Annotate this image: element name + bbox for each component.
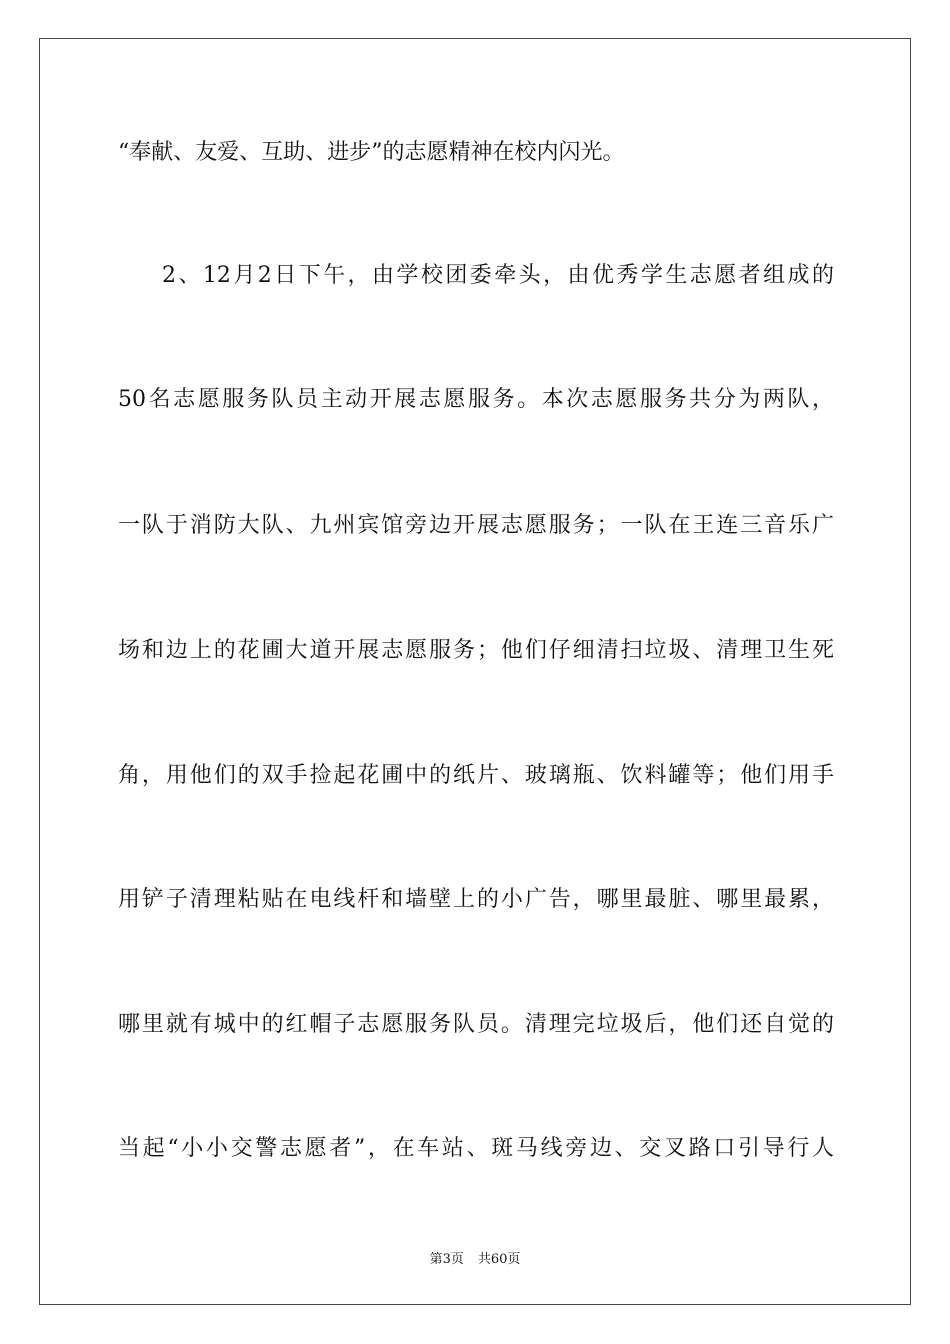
body-line-4: 一队于消防大队、九州宾馆旁边开展志愿服务；一队在王连三音乐广	[118, 513, 834, 538]
body-line-7: 用铲子清理粘贴在电线杆和墙壁上的小广告，哪里最脏、哪里最累，	[118, 887, 834, 912]
page-border	[39, 38, 911, 1305]
page-total: 共60页	[477, 1252, 521, 1267]
body-line-2: 2、12月2日下午，由学校团委牵头，由优秀学生志愿者组成的	[162, 263, 834, 288]
page-number: 第3页	[429, 1252, 464, 1267]
body-line-9: 当起“小小交警志愿者”，在车站、斑马线旁边、交叉路口引导行人	[118, 1136, 834, 1161]
body-line-5: 场和边上的花圃大道开展志愿服务；他们仔细清扫垃圾、清理卫生死	[118, 638, 834, 663]
body-line-1: “奉献、友爱、互助、进步”的志愿精神在校内闪光。	[118, 140, 625, 165]
body-line-3: 50名志愿服务队员主动开展志愿服务。本次志愿服务共分为两队，	[118, 387, 834, 412]
body-line-6: 角，用他们的双手捡起花圃中的纸片、玻璃瓶、饮料罐等；他们用手	[118, 763, 834, 788]
page-footer	[0, 1248, 950, 1267]
body-line-8: 哪里就有城中的红帽子志愿服务队员。清理完垃圾后，他们还自觉的	[118, 1012, 834, 1037]
